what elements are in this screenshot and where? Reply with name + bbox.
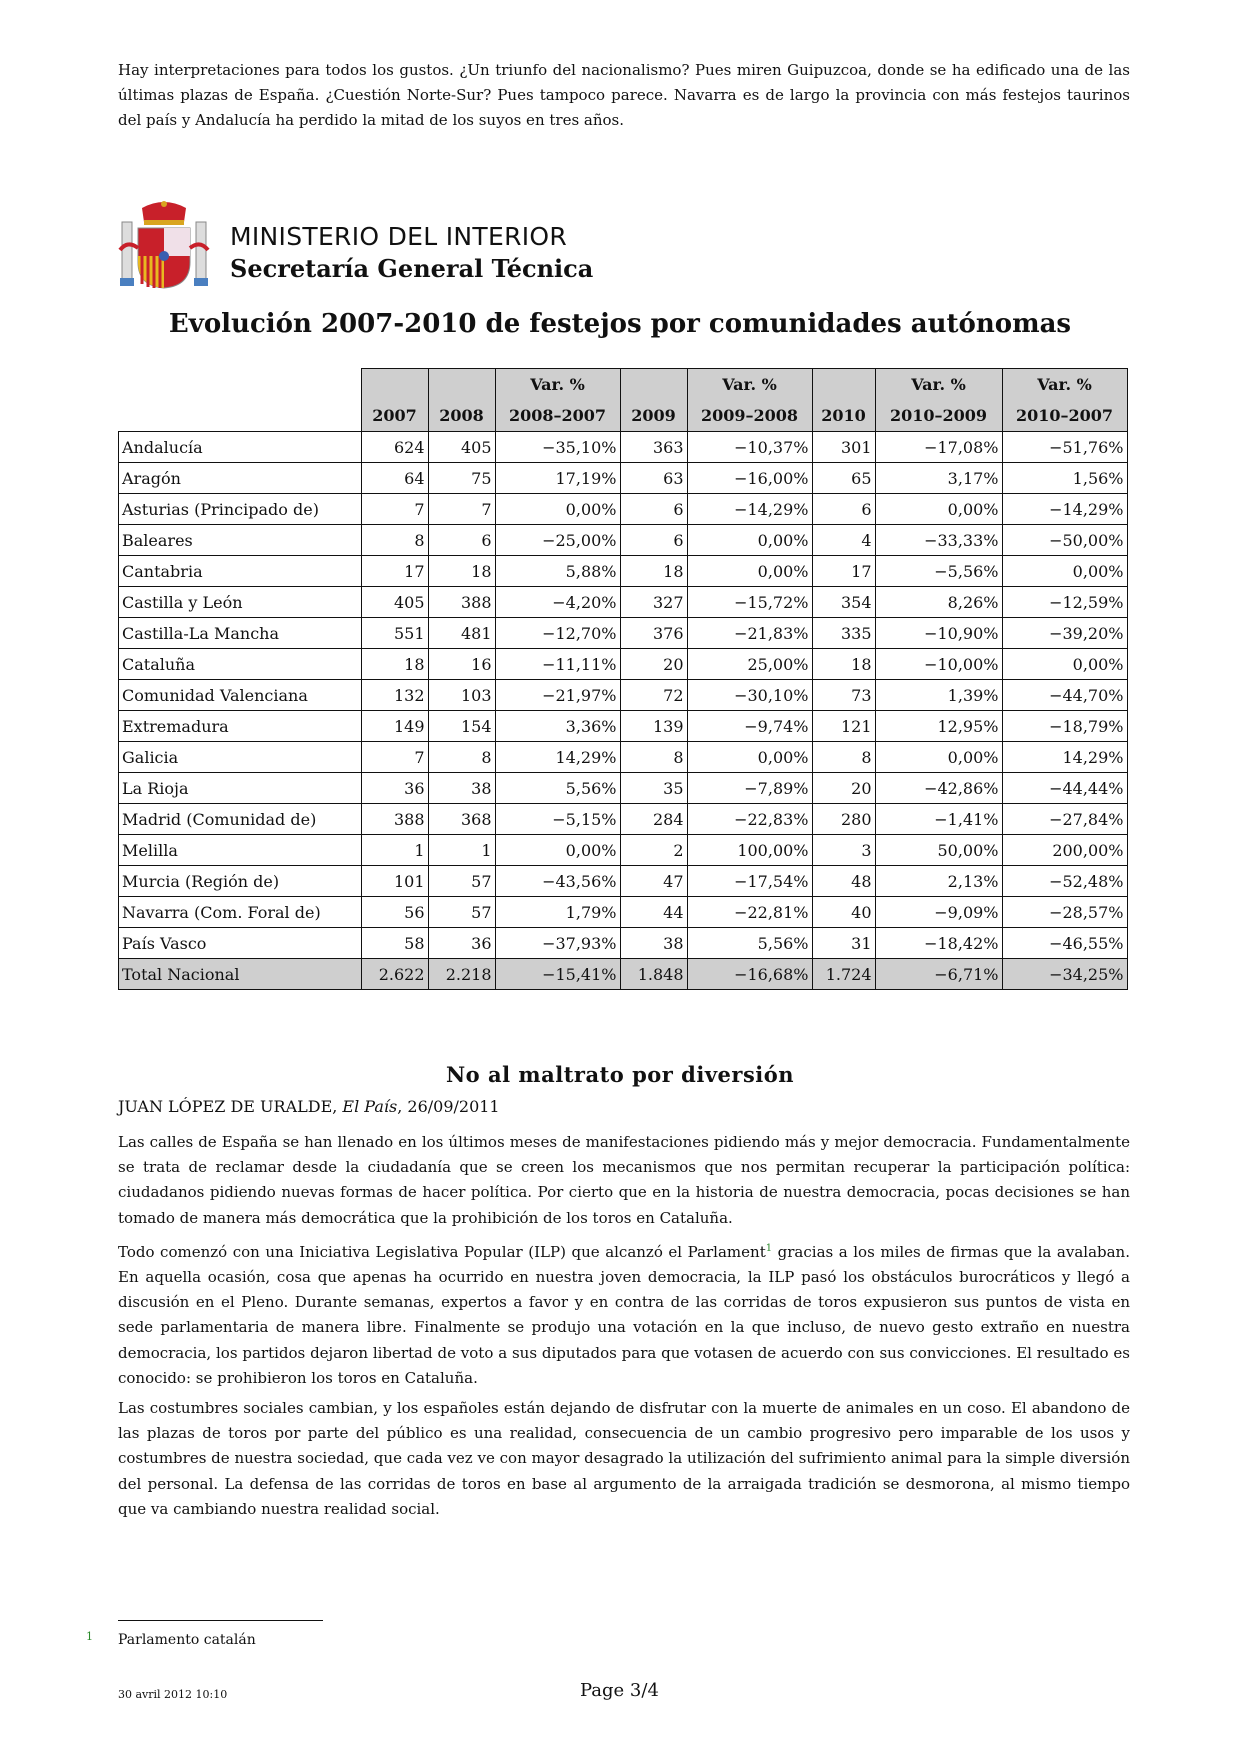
- table-cell: 36: [361, 773, 428, 804]
- table-cell: 38: [428, 773, 495, 804]
- column-header: [620, 369, 687, 432]
- table-cell: 5,56%: [495, 773, 620, 804]
- table-cell: −37,93%: [495, 928, 620, 959]
- table-cell: 17,19%: [495, 463, 620, 494]
- table-row: [119, 928, 1128, 959]
- region-name: Castilla-La Mancha: [119, 618, 362, 649]
- table-cell: 18: [812, 649, 875, 680]
- table-cell: 405: [361, 587, 428, 618]
- table-cell: 405: [428, 432, 495, 463]
- region-name: Baleares: [119, 525, 362, 556]
- table-cell: 1.848: [620, 959, 687, 990]
- table-cell: 0,00%: [1002, 556, 1127, 587]
- column-header-top: [815, 369, 873, 400]
- table-cell: 20: [812, 773, 875, 804]
- page-number: Page 3/4: [580, 1680, 659, 1701]
- table-cell: 2.622: [361, 959, 428, 990]
- ministry-name: MINISTERIO DEL INTERIOR: [230, 222, 568, 251]
- table-cell: 8: [428, 742, 495, 773]
- table-cell: 18: [620, 556, 687, 587]
- table-cell: −18,79%: [1002, 711, 1127, 742]
- table-cell: 6: [812, 494, 875, 525]
- table-cell: 73: [812, 680, 875, 711]
- column-header-top: [364, 369, 426, 400]
- table-cell: 20: [620, 649, 687, 680]
- table-cell: 50,00%: [875, 835, 1002, 866]
- column-header-bottom: 2008–2007: [508, 406, 607, 425]
- table-cell: 551: [361, 618, 428, 649]
- table-cell: 1.724: [812, 959, 875, 990]
- region-name: Castilla y León: [119, 587, 362, 618]
- table-cell: 4: [812, 525, 875, 556]
- table-cell: 624: [361, 432, 428, 463]
- table-cell: −10,90%: [875, 618, 1002, 649]
- table-cell: 17: [812, 556, 875, 587]
- table-cell: −25,00%: [495, 525, 620, 556]
- column-header: [428, 369, 495, 432]
- table-cell: 31: [812, 928, 875, 959]
- table-cell: 3: [812, 835, 875, 866]
- column-header: [812, 369, 875, 432]
- table-cell: −33,33%: [875, 525, 1002, 556]
- table-cell: 72: [620, 680, 687, 711]
- table-cell: 149: [361, 711, 428, 742]
- table-cell: −15,72%: [687, 587, 812, 618]
- table-cell: −16,68%: [687, 959, 812, 990]
- column-header-top: [431, 369, 493, 400]
- table-cell: −43,56%: [495, 866, 620, 897]
- table-cell: −9,74%: [687, 711, 812, 742]
- table-cell: 18: [428, 556, 495, 587]
- table-cell: 132: [361, 680, 428, 711]
- table-row: [119, 866, 1128, 897]
- table-cell: 47: [620, 866, 687, 897]
- ministry-header: [118, 200, 678, 290]
- table-cell: 280: [812, 804, 875, 835]
- column-header-bottom: 2009: [631, 406, 676, 425]
- table-cell: −12,70%: [495, 618, 620, 649]
- table-cell: −50,00%: [1002, 525, 1127, 556]
- table-row: [119, 463, 1128, 494]
- table-cell: −17,54%: [687, 866, 812, 897]
- table-cell: 58: [361, 928, 428, 959]
- table-cell: 0,00%: [495, 494, 620, 525]
- article-paragraph: [118, 1236, 1130, 1391]
- table-cell: 40: [812, 897, 875, 928]
- table-cell: 101: [361, 866, 428, 897]
- table-cell: 57: [428, 897, 495, 928]
- table-cell: 0,00%: [687, 556, 812, 587]
- table-cell: −10,37%: [687, 432, 812, 463]
- table-cell: 8: [620, 742, 687, 773]
- region-name: Aragón: [119, 463, 362, 494]
- table-cell: −15,41%: [495, 959, 620, 990]
- table-cell: 44: [620, 897, 687, 928]
- table-cell: −21,97%: [495, 680, 620, 711]
- secretaria-name: Secretaría General Técnica: [230, 254, 594, 283]
- table-cell: 301: [812, 432, 875, 463]
- table-cell: −44,44%: [1002, 773, 1127, 804]
- table-cell: 100,00%: [687, 835, 812, 866]
- table-cell: −18,42%: [875, 928, 1002, 959]
- table-cell: 103: [428, 680, 495, 711]
- article-body: [118, 1130, 1130, 1527]
- table-cell: 8: [361, 525, 428, 556]
- table-cell: 5,88%: [495, 556, 620, 587]
- table-cell: 6: [620, 494, 687, 525]
- table-row: [119, 711, 1128, 742]
- table-cell: −6,71%: [875, 959, 1002, 990]
- footnote-mark: 1: [86, 1630, 93, 1643]
- table-row: [119, 680, 1128, 711]
- table-cell: 6: [620, 525, 687, 556]
- table-cell: 0,00%: [1002, 649, 1127, 680]
- table-row: [119, 773, 1128, 804]
- table-row: [119, 897, 1128, 928]
- table-cell: 18: [361, 649, 428, 680]
- column-header-top: Var. %: [911, 375, 966, 394]
- author: JUAN LÓPEZ DE URALDE,: [118, 1097, 343, 1116]
- table-cell: 363: [620, 432, 687, 463]
- region-name: Melilla: [119, 835, 362, 866]
- column-header-top: Var. %: [530, 375, 585, 394]
- table-cell: 121: [812, 711, 875, 742]
- table-cell: −27,84%: [1002, 804, 1127, 835]
- column-header-bottom: 2010–2009: [889, 406, 988, 425]
- region-name: Navarra (Com. Foral de): [119, 897, 362, 928]
- region-name: Andalucía: [119, 432, 362, 463]
- text: Todo comenzó con una Iniciativa Legislativa Popular (ILP) que alcanzó el Parlament: [118, 1242, 766, 1261]
- column-header-top: Var. %: [722, 375, 777, 394]
- table-row: [119, 587, 1128, 618]
- column-header-top: Var. %: [1037, 375, 1092, 394]
- table-cell: 335: [812, 618, 875, 649]
- table-cell: −10,00%: [875, 649, 1002, 680]
- table-cell: 388: [428, 587, 495, 618]
- table-cell: −35,10%: [495, 432, 620, 463]
- table-cell: 8: [812, 742, 875, 773]
- table-row: [119, 649, 1128, 680]
- table-cell: 6: [428, 525, 495, 556]
- footnote-text: Parlamento catalán: [118, 1632, 256, 1648]
- table-cell: 14,29%: [1002, 742, 1127, 773]
- table-row: [119, 742, 1128, 773]
- table-cell: −5,15%: [495, 804, 620, 835]
- table-cell: −28,57%: [1002, 897, 1127, 928]
- table-cell: 1: [428, 835, 495, 866]
- table-cell: 154: [428, 711, 495, 742]
- column-header: [495, 369, 620, 432]
- table-cell: 0,00%: [687, 525, 812, 556]
- table-cell: 7: [361, 494, 428, 525]
- table-cell: 36: [428, 928, 495, 959]
- table-cell: 5,56%: [687, 928, 812, 959]
- table-cell: 3,36%: [495, 711, 620, 742]
- column-header-bottom: 2009–2008: [700, 406, 799, 425]
- table-cell: 75: [428, 463, 495, 494]
- table-cell: 388: [361, 804, 428, 835]
- table-cell: −51,76%: [1002, 432, 1127, 463]
- table-cell: −52,48%: [1002, 866, 1127, 897]
- table-cell: 65: [812, 463, 875, 494]
- table-cell: 1: [361, 835, 428, 866]
- region-name: La Rioja: [119, 773, 362, 804]
- table-cell: 2.218: [428, 959, 495, 990]
- table-cell: −39,20%: [1002, 618, 1127, 649]
- region-name: Galicia: [119, 742, 362, 773]
- festejos-table: [118, 368, 1128, 990]
- table-cell: −16,00%: [687, 463, 812, 494]
- table-cell: 12,95%: [875, 711, 1002, 742]
- table-cell: −17,08%: [875, 432, 1002, 463]
- table-cell: 327: [620, 587, 687, 618]
- column-header-top: [623, 369, 685, 400]
- table-cell: 38: [620, 928, 687, 959]
- region-name: Cantabria: [119, 556, 362, 587]
- table-cell: −11,11%: [495, 649, 620, 680]
- article-byline: [118, 1097, 500, 1116]
- region-name: Extremadura: [119, 711, 362, 742]
- table-row: [119, 432, 1128, 463]
- table-cell: 200,00%: [1002, 835, 1127, 866]
- table-title: Evolución 2007-2010 de festejos por comunidades autónomas: [168, 309, 1072, 339]
- table-row: [119, 618, 1128, 649]
- table-cell: 481: [428, 618, 495, 649]
- footnote-divider: [118, 1620, 323, 1621]
- region-name: Total Nacional: [119, 959, 362, 990]
- table-cell: −1,41%: [875, 804, 1002, 835]
- table-row: [119, 804, 1128, 835]
- footnote-ref[interactable]: 1: [765, 1242, 773, 1254]
- column-header-bottom: 2010: [821, 406, 866, 425]
- table-cell: 7: [361, 742, 428, 773]
- table-cell: 1,79%: [495, 897, 620, 928]
- table-cell: 376: [620, 618, 687, 649]
- text: gracias a los miles de firmas que la avalaban. En aquella ocasión, cosa que apenas ha ocurrido en nuestra joven democracia, la ILP pasó los obstáculos burocráticos y llegó a discusión en el Pleno. Durante semanas, expertos a favor y en contra de las corridas de toros expusieron sus puntos de vista en sede parlamentaria de manera libre. Finalmente se produjo una votación en la que incluso, de nuevo gesto extraño en nuestra democracia, los partidos dejaron libertad de voto a sus diputados para que votasen de acuerdo con sus convicciones. El resultado es conocido: se prohibieron los toros en Cataluña.: [118, 1242, 1130, 1387]
- table-cell: 354: [812, 587, 875, 618]
- table-cell: 35: [620, 773, 687, 804]
- table-row: [119, 835, 1128, 866]
- table-cell: 56: [361, 897, 428, 928]
- column-header-bottom: 2007: [372, 406, 417, 425]
- table-cell: −4,20%: [495, 587, 620, 618]
- table-cell: 284: [620, 804, 687, 835]
- table-header-row: [119, 369, 1128, 432]
- column-header-bottom: 2010–2007: [1015, 406, 1114, 425]
- article-paragraph: Las costumbres sociales cambian, y los españoles están dejando de disfrutar con la muerte de animales en un coso. El abandono de las plazas de toros por parte del público es una realidad, consecuencia de un cambio progresivo pero imparable de los usos y costumbres de nuestra sociedad, que cada vez ve con mayor desagrado la utilización del sufrimiento animal para la simple diversión del personal. La defensa de las corridas de toros en base al argumento de la arraigada tradición se desmorona, al mismo tiempo que va cambiando nuestra realidad social.: [118, 1399, 1130, 1518]
- table-cell: 0,00%: [875, 494, 1002, 525]
- table-cell: 0,00%: [495, 835, 620, 866]
- table-cell: 8,26%: [875, 587, 1002, 618]
- column-header-bottom: 2008: [439, 406, 484, 425]
- table-cell: −7,89%: [687, 773, 812, 804]
- table-cell: −9,09%: [875, 897, 1002, 928]
- table-cell: −22,83%: [687, 804, 812, 835]
- source: El País: [342, 1097, 398, 1116]
- table-cell: 64: [361, 463, 428, 494]
- table-cell: 7: [428, 494, 495, 525]
- table-cell: 0,00%: [875, 742, 1002, 773]
- header-blank: [119, 369, 362, 432]
- table-cell: −44,70%: [1002, 680, 1127, 711]
- region-name: Cataluña: [119, 649, 362, 680]
- table-cell: −30,10%: [687, 680, 812, 711]
- table-cell: −34,25%: [1002, 959, 1127, 990]
- table-row: [119, 525, 1128, 556]
- column-header: [1002, 369, 1127, 432]
- table-cell: −21,83%: [687, 618, 812, 649]
- table-cell: 57: [428, 866, 495, 897]
- table-cell: −5,56%: [875, 556, 1002, 587]
- table-cell: 1,56%: [1002, 463, 1127, 494]
- article-paragraph: Las calles de España se han llenado en los últimos meses de manifestaciones pidiendo más y mejor democracia. Fundamentalmente se trata de reclamar desde la ciudadanía que se creen los mecanismos que nos permitan recuperar la participación política: ciudadanos pidiendo nuevas formas de hacer política. Por cierto que en la historia de nuestra democracia, pocas decisiones se han tomado de manera más democrática que la prohibición de los toros en Cataluña.: [118, 1133, 1130, 1227]
- table-cell: −14,29%: [687, 494, 812, 525]
- article-title: No al maltrato por diversión: [445, 1062, 795, 1087]
- column-header: [687, 369, 812, 432]
- table-cell: 25,00%: [687, 649, 812, 680]
- table-cell: 0,00%: [687, 742, 812, 773]
- table-cell: 2,13%: [875, 866, 1002, 897]
- table-cell: 368: [428, 804, 495, 835]
- table-cell: 3,17%: [875, 463, 1002, 494]
- table-cell: −46,55%: [1002, 928, 1127, 959]
- table-cell: 48: [812, 866, 875, 897]
- table-cell: 1,39%: [875, 680, 1002, 711]
- column-header: [361, 369, 428, 432]
- table-cell: 63: [620, 463, 687, 494]
- region-name: Madrid (Comunidad de): [119, 804, 362, 835]
- region-name: País Vasco: [119, 928, 362, 959]
- table-cell: 14,29%: [495, 742, 620, 773]
- spain-coat-of-arms-icon: [118, 200, 210, 290]
- table-row: [119, 556, 1128, 587]
- region-name: Murcia (Región de): [119, 866, 362, 897]
- table-cell: −42,86%: [875, 773, 1002, 804]
- intro-paragraph: Hay interpretaciones para todos los gustos. ¿Un triunfo del nacionalismo? Pues miren Guipuzcoa, donde se ha edificado una de las últimas plazas de España. ¿Cuestión Norte-Sur? Pues tampoco parece. Navarra es de largo la provincia con más festejos taurinos del país y Andalucía ha perdido la mitad de los suyos en tres años.: [118, 61, 1130, 130]
- date: , 26/09/2011: [397, 1097, 500, 1116]
- table-cell: 16: [428, 649, 495, 680]
- table-cell: −22,81%: [687, 897, 812, 928]
- table-cell: −12,59%: [1002, 587, 1127, 618]
- column-header: [875, 369, 1002, 432]
- table-cell: 139: [620, 711, 687, 742]
- region-name: Comunidad Valenciana: [119, 680, 362, 711]
- footer-date: 30 avril 2012 10:10: [118, 1688, 228, 1701]
- region-name: Asturias (Principado de): [119, 494, 362, 525]
- total-row: [119, 959, 1128, 990]
- table-cell: 17: [361, 556, 428, 587]
- table-cell: 2: [620, 835, 687, 866]
- table-row: [119, 494, 1128, 525]
- table-cell: −14,29%: [1002, 494, 1127, 525]
